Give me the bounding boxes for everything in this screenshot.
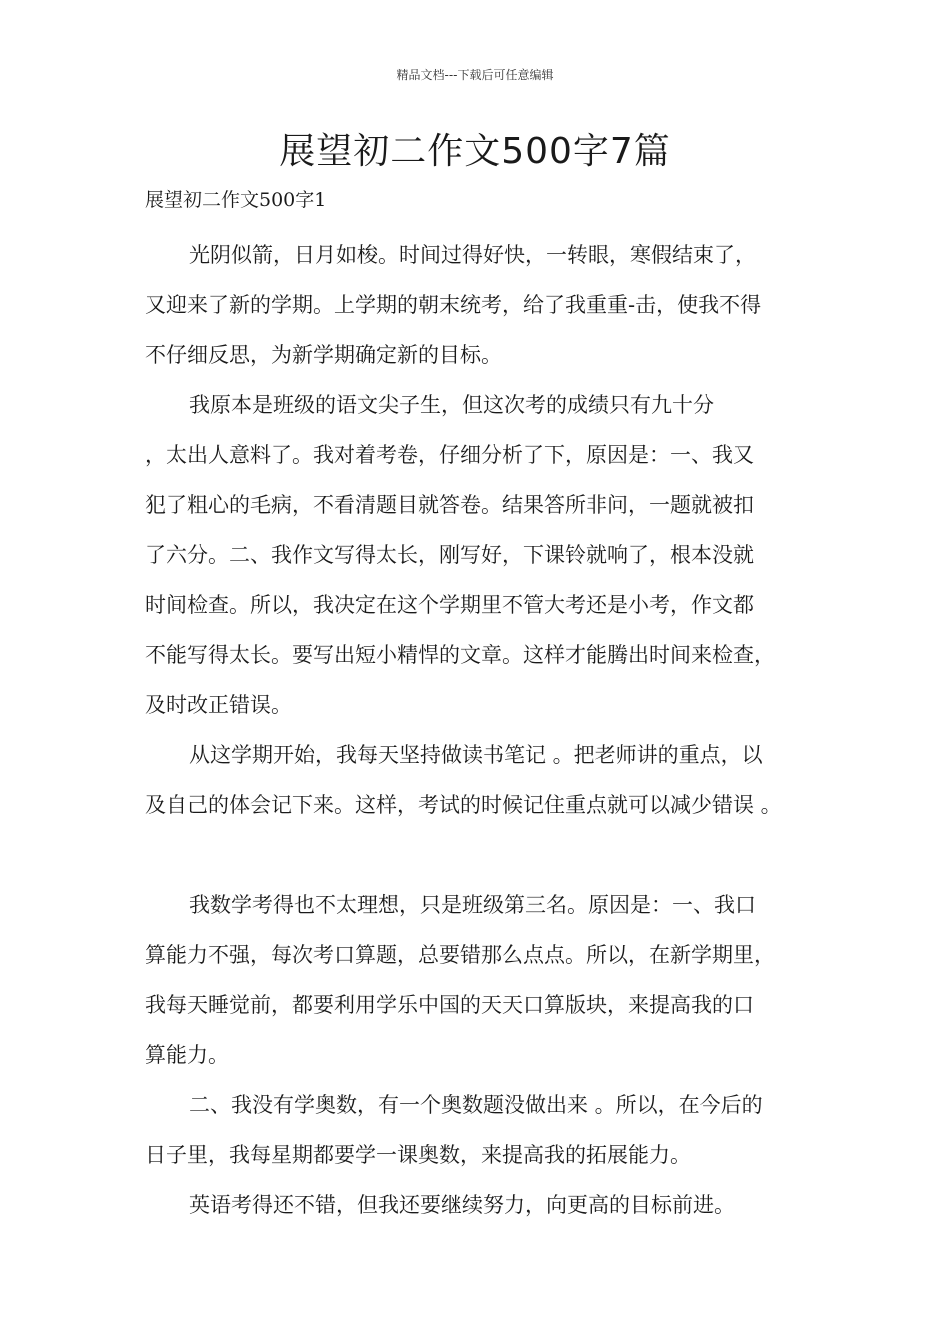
text-line: 不能写得太长。要写出短小精悍的文章。这样才能腾出时间来检查， [145, 643, 775, 667]
text-line: 从这学期开始，我每天坚持做读书笔记 。把老师讲的重点，以 [189, 743, 763, 767]
text-line: 及自己的体会记下来。这样，考试的时候记住重点就可以减少错误 。 [145, 793, 782, 817]
text-line: 算能力不强，每次考口算题，总要错那么点点。所以，在新学期里， [145, 943, 775, 967]
text-line: 我每天睡觉前，都要利用学乐中国的天天口算版块，来提高我的口 [145, 993, 754, 1017]
text-line: 我数学考得也不太理想，只是班级第三名。原因是：一、我口 [189, 893, 756, 917]
text-line: 及时改正错误。 [145, 693, 292, 717]
section-subtitle: 展望初二作文500字1 [145, 189, 327, 211]
text-line: 又迎来了新的学期。上学期的朝末统考，给了我重重-击，使我不得 [145, 293, 762, 317]
text-line: 不仔细反思，为新学期确定新的目标。 [145, 343, 502, 367]
text-line: 算能力。 [145, 1043, 229, 1067]
paragraph-gap [145, 830, 825, 880]
text-line: 犯了粗心的毛病，不看清题目就答卷。结果答所非问，一题就被扣 [145, 493, 754, 517]
text-line: 日子里，我每星期都要学一课奥数，来提高我的拓展能力。 [145, 1143, 691, 1167]
essay-body [145, 230, 825, 1230]
text-line: 光阴似箭，日月如梭。时间过得好快，一转眼，寒假结束了， [189, 243, 756, 267]
document-title: 展望初二作文500字7篇 [279, 131, 671, 172]
text-line: 我原本是班级的语文尖子生，但这次考的成绩只有九十分 [189, 393, 714, 417]
text-line: 了六分。二、我作文写得太长，刚写好，下课铃就响了，根本没就 [145, 543, 754, 567]
text-line: 二、我没有学奥数，有一个奥数题没做出来 。所以，在今后的 [189, 1093, 763, 1117]
text-line: ，太出人意料了。我对着考卷，仔细分析了下，原因是：一、我又 [145, 443, 754, 467]
header-note: 精品文档---下载后可任意编辑 [396, 68, 554, 82]
text-line: 时间检查。所以，我决定在这个学期里不管大考还是小考，作文都 [145, 593, 754, 617]
text-line: 英语考得还不错，但我还要继续努力，向更高的目标前进。 [189, 1193, 735, 1217]
